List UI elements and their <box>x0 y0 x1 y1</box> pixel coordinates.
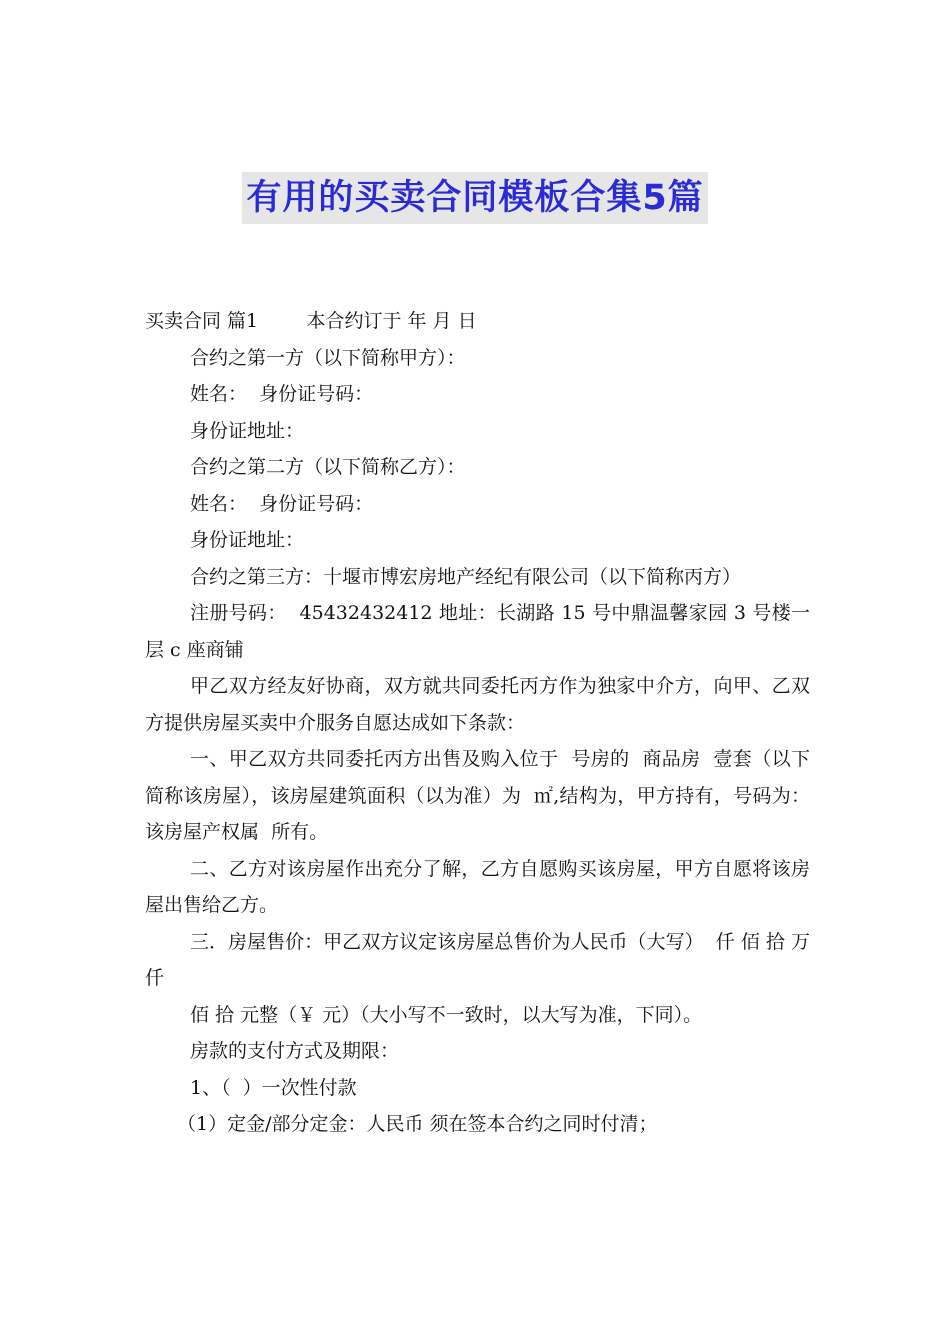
paragraph: 佰 拾 元整（￥ 元）（大小写不一致时，以大写为准，下同）。 <box>190 1003 703 1026</box>
paragraph: 二、乙方对该房屋作出充分了解，乙方自愿购买该房屋，甲方自愿将该房屋出售给乙方。 <box>145 857 810 916</box>
paragraph: 注册号码： 45432432412 地址：长湖路 15 号中鼎温馨家园 3 号楼一层 c 座商铺 <box>145 602 810 661</box>
document-title: 有用的买卖合同模板合集5篇 <box>242 172 707 224</box>
paragraph: 身份证地址： <box>190 529 305 551</box>
paragraph: 1、（ ）一次性付款 <box>190 1076 357 1099</box>
paragraph: 姓名： 身份证号码： <box>190 492 374 515</box>
paragraph: 买卖合同 篇1 本合约订于 年 月 日 <box>145 310 477 332</box>
paragraph: 姓名： 身份证号码： <box>190 383 374 405</box>
paragraph: 一、甲乙双方共同委托丙方出售及购入位于 号房的 商品房 壹套（以下简称该房屋），该房屋建筑面积（以为准）为 ㎡,结构为，甲方持有，号码为： 该房屋产权属 所有。 <box>145 748 823 843</box>
document-title-wrap <box>0 172 950 224</box>
paragraph: （1）定金/部分定金：人民币 须在签本合约之同时付清； <box>177 1113 658 1135</box>
paragraph: 房款的支付方式及期限： <box>190 1040 400 1062</box>
paragraph: 甲乙双方经友好协商，双方就共同委托丙方作为独家中介方，向甲、乙双方提供房屋买卖中介服务自愿达成如下条款： <box>145 675 810 734</box>
document-body <box>145 303 823 1143</box>
paragraph: 合约之第二方（以下简称乙方）： <box>190 456 466 478</box>
paragraph: 身份证地址： <box>190 419 305 442</box>
paragraph: 合约之第三方：十堰市博宏房地产经纪有限公司（以下简称丙方） <box>190 565 742 588</box>
paragraph: 合约之第一方（以下简称甲方）： <box>190 346 466 369</box>
paragraph: 三．房屋售价：甲乙双方议定该房屋总售价为人民币（大写） 仟 佰 拾 万 仟 <box>145 930 817 989</box>
